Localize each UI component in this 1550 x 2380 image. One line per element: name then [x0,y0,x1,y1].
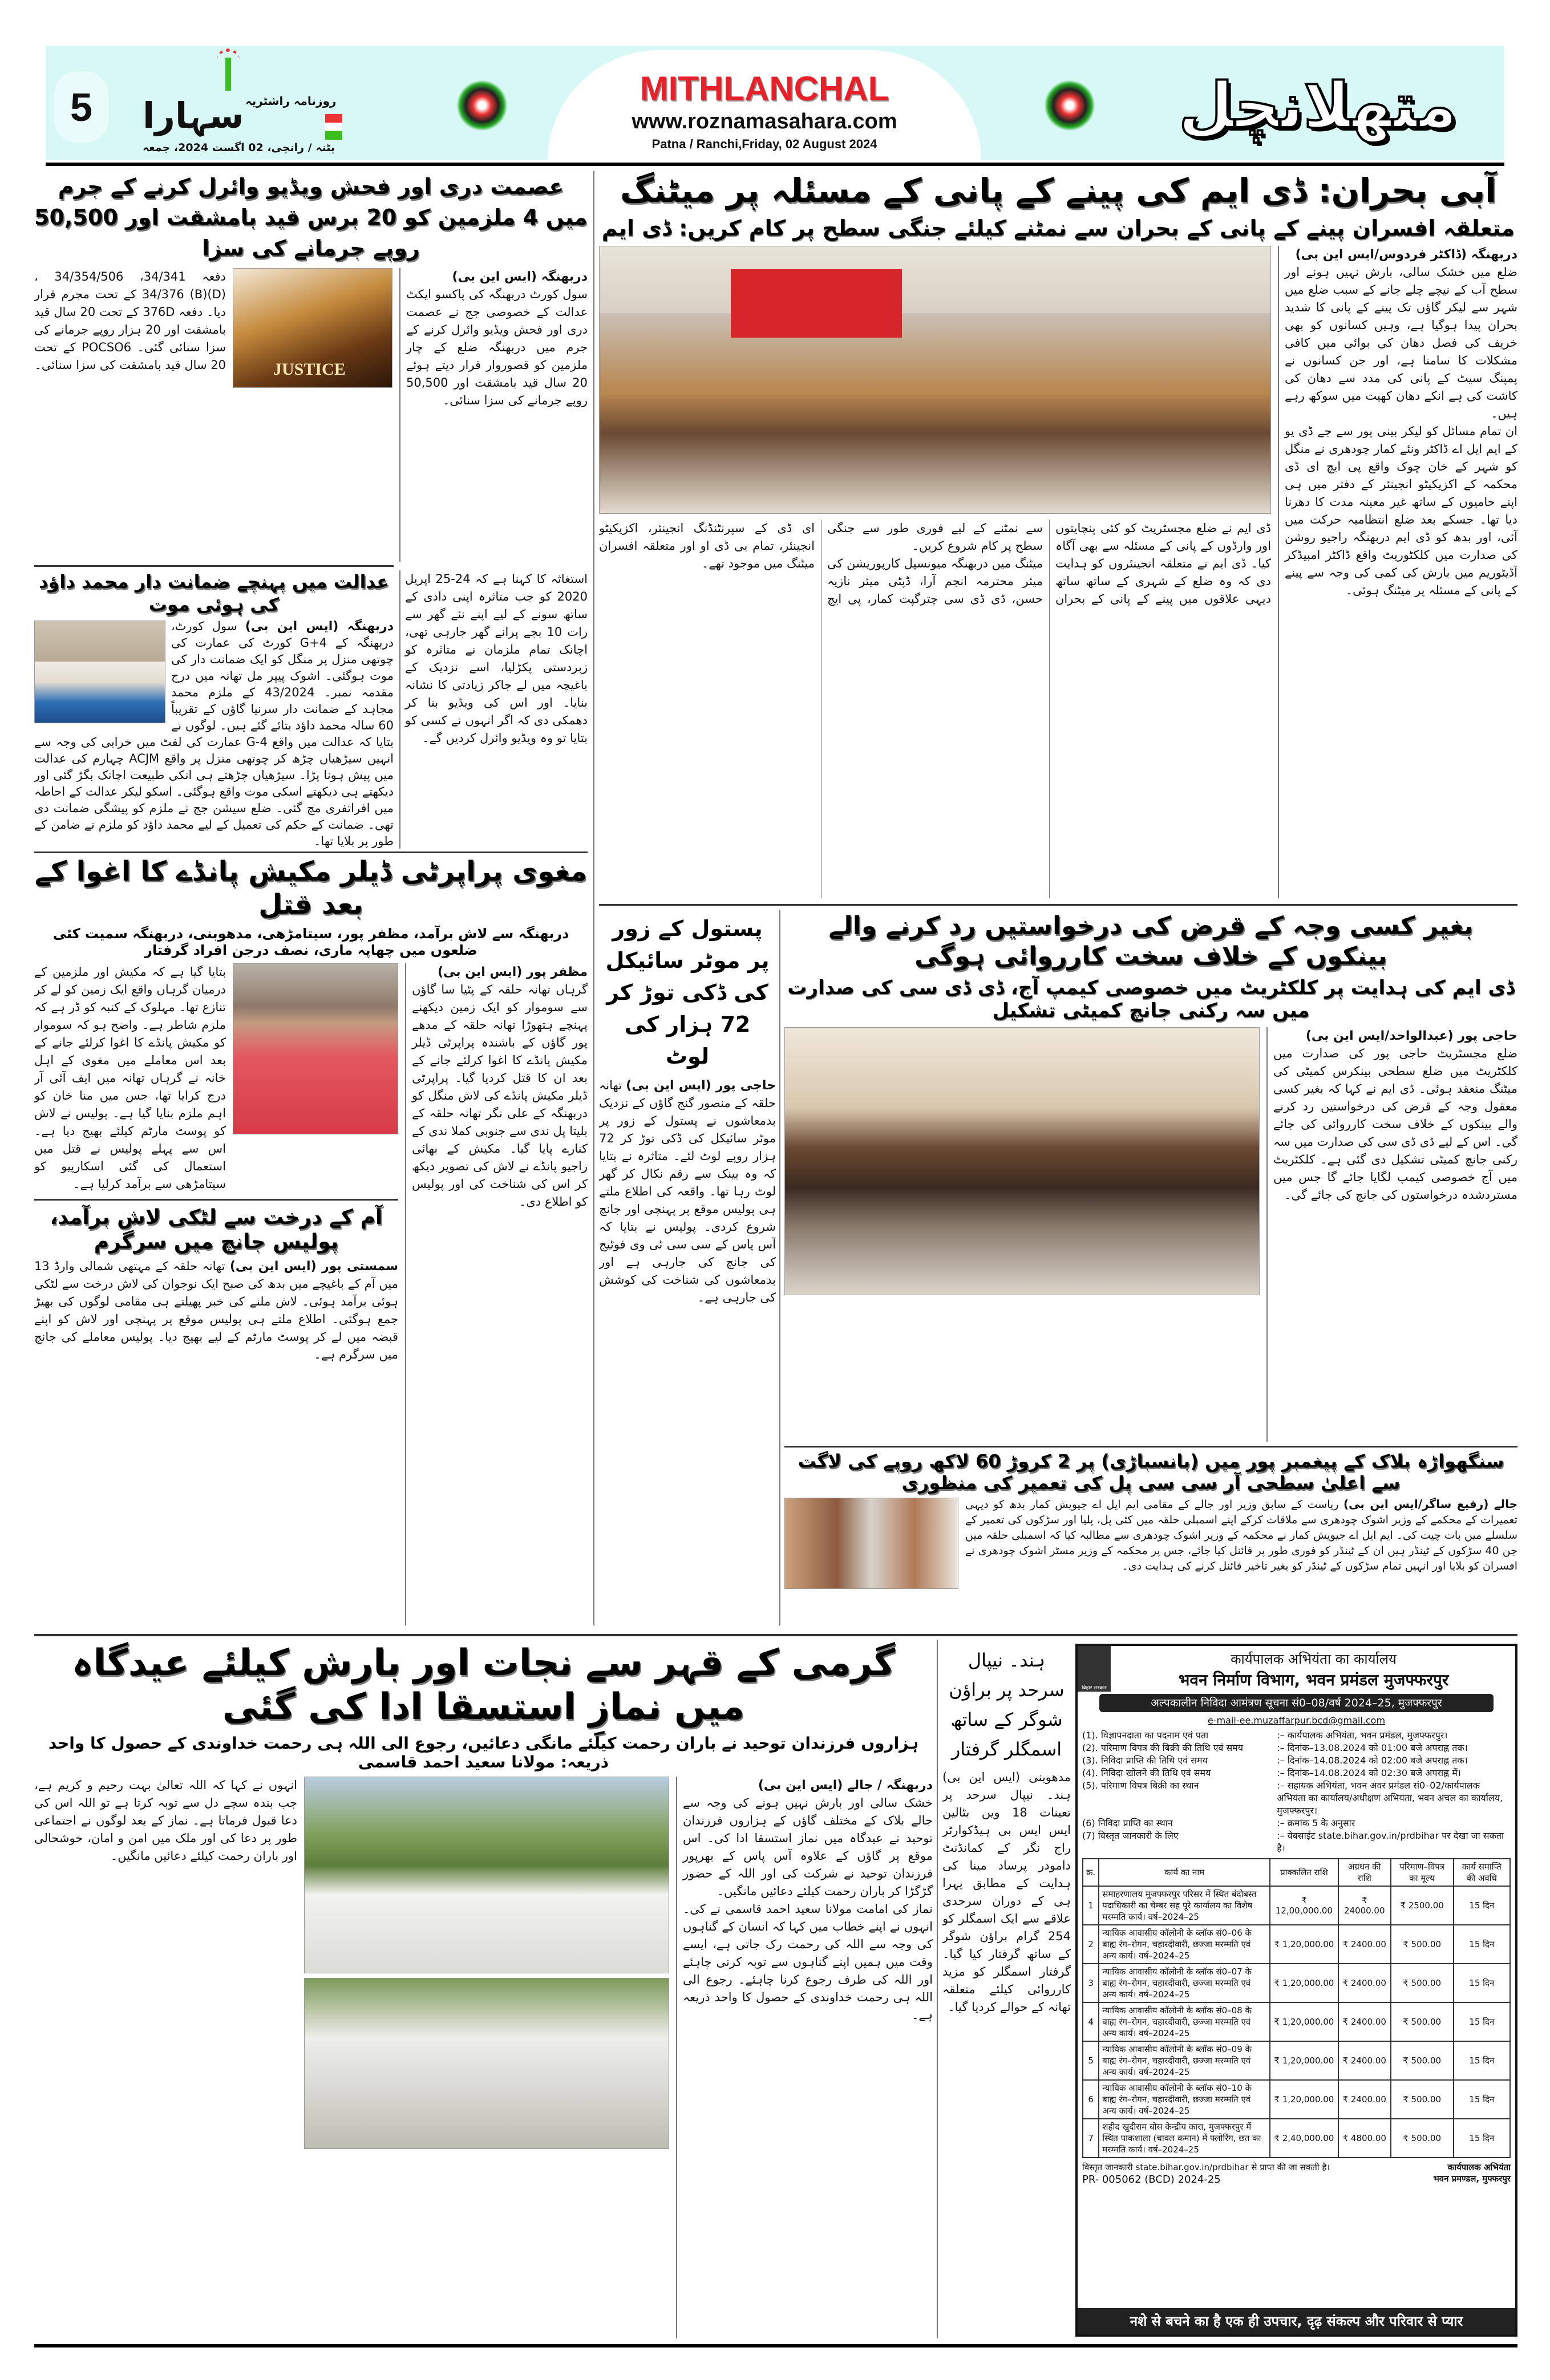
signature-title: कार्यपालक अभियंता [1447,2162,1511,2172]
table-header-row [1083,1859,1510,1886]
eid-paragraph: نماز کی امامت مولانا سعید احمد قاسمی نے کی۔ انہوں نے اپنے خطاب میں کہا کہ انسان کے گناہوں کی وجہ سے اللہ کی رحمت رک جاتی ہے، ایسے وقت میں ہمیں اپنے گناہوں سے توبہ کرنی چاہئے اور اللہ کی طرف رجوع کرنا چاہئے۔ رجوع الی اللہ ہی رحمت خداوندی کے حصول کا واحد ذریعہ ہے۔ [683,1901,933,2022]
cell-name: समाहरणालय मुजफ्फरपुर परिसर में स्थित बंदोबस्त पदाधिकारी का चेम्बर सह पूरे कार्यालय का विशेष मरम्मति कार्य। वर्ष–2024–25 [1099,1886,1270,1925]
detail-value: :– दिनांक–14.08.2024 को 02:00 बजे अपराह्न तक। [1277,1755,1468,1766]
nepal-body [942,1769,1071,2338]
department-title: भवन निर्माण विभाग, भवन प्रमंडल मुजफ्फरपुर [1178,1671,1449,1689]
cell-name: न्यायिक आवासीय कॉलोनी के ब्लॉक सं0–09 के बाह्य रंग–रोगन, चहारदीवारी, छज्जा मरम्मति एवं अन्य कार्य। वर्ष–2024–25 [1099,2041,1270,2080]
eid-subheadline: ہزاروں فرزندان توحید نے باران رحمت کیلئے مانگی دعائیں، رجوع الی اللہ ہی رحمت خداوندی کے حصول کا واحد ذریعہ: مولانا سعید احمد قاسمی [48,1733,919,1772]
cell-name: न्यायिक आवासीय कॉलोनी के ब्लॉक सं0–10 के बाह्य रंग–रोगन, चहारदीवारी, छज्जा मरम्मति एवं अन्य कार्य। वर्ष–2024–25 [1099,2080,1270,2119]
detail-row [1082,1767,1511,1779]
bottom-rule [34,2344,1517,2347]
bank-body-right [1266,1027,1517,1442]
bihar-govt-logo-icon [1078,1646,1111,1692]
cell-no: 6 [1083,2080,1099,2119]
sunburst-icon-left [456,80,508,131]
cell-estimate: ₹ 1,20,000.00 [1270,2080,1338,2119]
detail-label: (1). विज्ञापनदाता का पदनाम एवं पता [1082,1730,1209,1741]
table-row [1083,1964,1510,2002]
cell-estimate: ₹ 1,20,000.00 [1270,1925,1338,1964]
logo-caption: बिहार सरकार [1082,1685,1107,1691]
eid-story [34,1641,933,2338]
eid-paragraph: خشک سالی اور بارش نہیں ہونے کی وجہ سے جالے بلاک کے مختلف گاؤں کے ہزاروں فرزندان توحید نے عیدگاہ میں نماز استسقا ادا کی۔ اس موقع پر گاؤں کے علاوہ آس پاس کے بھرپور فرزندان توحید نے شرکت کی اور اللہ کے حضور گڑگڑا کر باران رحمت کیلئے دعائیں مانگیں۔ [683,1795,933,1898]
cell-period: 15 दिन [1454,2041,1510,2080]
detail-label: (3). निविदा प्राप्ति की तिथि एवं समय [1082,1755,1208,1766]
detail-value: :– सहायक अभियंता, भवन अवर प्रमंडल सं0–02/कार्यपालक अभियंता का कार्यालय/अधीक्षण अभियंता, भवन अंचल का कार्यालय, मुजफ्फरपुर। [1277,1780,1503,1816]
cell-name: न्यायिक आवासीय कॉलोनी के ब्लॉक सं0–08 के बाह्य रंग–रोगन, चहारदीवारी, छज्जा मरम्मति एवं अन्य कार्य। वर्ष–2024–25 [1099,2002,1270,2041]
rape-body-mid [399,268,588,562]
justice-label: JUSTICE [273,360,346,379]
rape-body-row [34,268,588,562]
red-banner [731,269,902,338]
bank-story [784,911,1517,1442]
water-paragraph: ان تمام مسائل کو لیکر بینی پور سے جے ڈی یو کے ایم ایل اے ڈاکٹر ونئے کمار چودھری نے منگل کو شہر کے خان چوک واقع پی ایچ ای ڈی محکمہ کے اکزیکیٹو انجینئر کے دفتر میں ہی اپنے حامیوں کے ساتھ غیر معینہ مدت کا دھرنا دیا تھا۔ جسکے بعد ضلع انتظامیہ حرکت میں آئی، اور بدھ کو ڈی ایم دربھنگہ راجیو روشن کی صدارت میں کلکٹوریٹ واقع ڈاکٹر امبیڈکر آڈیٹوریم میں بارش کی کمی کی وجہ سے پینے کے پانی کے مسئلہ پر میٹنگ ہوئی۔ [1285,424,1517,598]
table-row [1083,2002,1510,2041]
mango-body [34,1258,398,1364]
water-paragraph: میٹنگ میں دربھنگہ میونسپل کارپوریشن کی میئر محترمہ انجم آرا، ڈپٹی میئر نازیہ حسن، ڈی ڈی سی چترگپت کمار، پی ایچ ای ڈی کے سپرنٹنڈنگ انجینئر، اکزیکیٹو انجینئر، تمام بی ڈی او اور متعلقہ افسران میٹنگ میں موجود تھے۔ [599,521,1043,606]
rape-paragraph: سول کورٹ دربھنگہ کی پاکسو ایکٹ عدالت کے خصوصی جج نے عصمت دری اور فحش ویڈیو وائرل کرنے کے جرم میں دربھنگہ ضلع کے چار ملزمین کو قصوروار قرار دیتے ہوئے 20 سال قید بامشقت اور 50,500 روپے جرمانے کی سزا سنائی۔ [406,287,588,407]
eid-byline: دربھنگہ / جالے (ایس این بی) [758,1778,933,1793]
water-body-row [599,246,1517,898]
dawood-paragraph: سول کورٹ، دربھنگہ کے G+4 کورٹ کی عمارت کی چوتھی منزل پر منگل کو ایک ضمانت دار کی موت ہوگئی۔ اشوک پیپر مل تھانہ میں درج مقدمہ نمبر۔ 43/2024 کے ملزم محمد مجاہد کے ضمانت دار سرنیا گاؤں کے تقریباً 60 سالہ محمد داؤد بتائے گئے ہیں۔ لوگوں نے بتایا کہ عدالت میں واقع G-4 عمارت کی لفٹ میں خرابی کی وجہ سے انہیں سیڑھیاں چڑھ کر چوتھی منزل پر واقع ACJM چہارم کی عدالت میں پیش ہونا پڑا۔ سیڑھیاں چڑھتے ہی انکی طبیعت اچانک بگڑ گئی اور دیکھتے ہی دیکھتے اسکی موت واقع ہوگئی۔ اسکو لیکر عدالت کے احاطہ میں افراتفری مچ گئی۔ ضلع سیشن جج نے ملزم کو پیشگی ضمانت دی تھی۔ ضمانت کے حکم کی تعمیل کے لیے محمد داؤد کو ملزم نے ضامن کے طور پر بلایا تھا۔ [34,619,394,848]
eid-prayer-photo-top [304,1777,669,1973]
eid-photo-column [304,1777,669,2338]
mukesh-headline: مغوی پراپرٹی ڈیلر مکیش پانڈے کا اغوا کے بعد قتل [34,855,588,921]
cell-earnest: ₹ 2400.00 [1338,2002,1391,2041]
detail-row [1082,1729,1511,1742]
cell-earnest: ₹ 2400.00 [1338,2041,1391,2080]
bridge-headline: سنگھواڑہ بلاک کے پیغمبر پور میں (بانسباڑی) پر 2 کروڑ 60 لاکھ روپے کی لاگت سے اعلیٰ سطحی آر سی سی پل کی تعمیر کی منظوری [798,1450,1504,1494]
rape-byline: دربھنگہ (ایس این بی) [452,270,588,284]
detail-row [1082,1817,1511,1830]
mukesh-byline: مظفر پور (ایس این بی) [437,964,588,979]
cell-earnest: ₹ 2400.00 [1338,2080,1391,2119]
mukesh-story [34,855,588,1625]
rape-headline: عصمت دری اور فحش ویڈیو وائرل کرنے کے جرم میں 4 ملزمین کو 20 برس قید بامشقت اور 50,500 روپے جرمانے کی سزا [34,174,588,261]
rape-paragraph: استغاثہ کا کہنا ہے کہ 24-25 اپریل 2020 کو جب متاثرہ اپنی دادی کے ساتھ سونے کے لیے اپنے نئے گھر سے رات 10 بجے پرانے گھر جارہی تھی، اچانک تمام ملزمان نے متاثرہ کو زبردستی پکڑلیا، اسے نزدیک کے باغیچہ میں لے جاکر زیادتی کا نشانہ بنایا۔ اور اس کی ویڈیو بنا کر دھمکی دی کہ اگر انہوں نے کسی کو بتایا تو وہ ویڈیو وائرل کردیں گے۔ [405,572,588,745]
section-rule [34,1634,1517,1636]
justice-gavel-photo [233,268,392,388]
cell-bill-cost: ₹ 500.00 [1391,2119,1454,2158]
cell-name: न्यायिक आवासीय कॉलोनी के ब्लॉक सं0–06 के बाह्य रंग–रोगन, चहारदीवारी, छज्जा मरम्मति एवं अन्य कार्य। वर्ष–2024–25 [1099,1925,1270,1964]
dawood-body [34,618,394,849]
water-body-right [1278,246,1517,898]
eid-body-right [676,1777,933,2338]
mukesh-body-left [34,963,226,1193]
cell-period: 15 दिन [1454,2119,1510,2158]
cell-earnest: ₹ 2400.00 [1338,1925,1391,1964]
mango-paragraph: تھانہ حلقہ کے مہتھی شمالی وارڈ 13 میں آم کے باغیچے میں بدھ کی صبح ایک نوجوان کی لاش درخت سے لٹکی ہوئی برآمد ہوئی۔ لاش ملنے کی خبر پھیلتے ہی مقامی لوگوں کی بھیڑ جمع ہوگئی۔ اطلاع ملتے ہی پولیس موقع پر پہنچی اور لاش کو اپنے قبضہ میں لے کر پوسٹ مارٹم کے لیے بھیج دیا۔ پولیس معاملے کی جانچ میں سرگرم ہے۔ [34,1259,398,1362]
bridge-story [784,1450,1517,1627]
page-number: 5 [54,71,108,143]
cell-period: 15 दिन [1454,1886,1510,1925]
table-row [1083,2080,1510,2119]
water-body-columns [599,520,1271,898]
pistol-story [599,913,776,1625]
detail-value: :– दिनांक–13.08.2024 को 01:00 बजे अपराह्न तक। [1277,1742,1468,1753]
cell-earnest: ₹ 2400.00 [1338,1964,1391,2002]
cell-no: 5 [1083,2041,1099,2080]
tender-footer [1082,2162,1511,2187]
column-header: परिमाण–विपत्र का मूल्य [1391,1859,1454,1886]
logo-emblem-icon [217,48,240,93]
pr-number: PR- 005062 (BCD) 2024-25 [1082,2174,1221,2186]
tender-table [1082,1858,1511,2158]
cell-estimate: ₹ 1,20,000.00 [1270,1964,1338,2002]
office-name: कार्यपालक अभियंता का कार्यालय [1231,1651,1397,1667]
column-header: कार्य का नाम [1099,1859,1270,1886]
sunburst-icon-right [1044,80,1095,131]
mukesh-paragraph: بتایا گیا ہے کہ مکیش اور ملزمین کے درمیان گرہاں واقع ایک زمین کو لے کر تنازع تھا۔ مہلوک کے کنبہ کو ڈر ہے کہ ملزم شاطر ہے۔ واضح ہو کہ سوموار کو مکیش پانڈے کا اغوا کرلئے جانے کے بعد اس معاملے میں مغوی کے اہل خانہ نے گرہاں تھانہ میں ایف آئی آر درج کرایا تھا، جس میں منا خان کو اہم ملزم بنایا گیا ہے۔ پولیس نے لاش کو پوسٹ مارٹم کیلئے بھیج دیا ہے۔ اس سے پہلے پولیس نے قتل میں استعمال کی گئی اسکارپیو کو سیتامڑھی سے برآمد کرلیا ہے۔ [34,964,226,1191]
dm-meeting-photo [599,246,1271,514]
rape-story [34,171,588,562]
cell-period: 15 दिन [1454,2080,1510,2119]
detail-row [1082,1830,1511,1855]
pistol-headline: پستول کے زور پر موٹر سائیکل کی ڈکی توڑ کر 72 ہزار کی لوٹ [605,916,770,1069]
bank-byline: حاجی پور (عبدالواحد/ایس این بی) [1305,1029,1517,1044]
tender-advertisement [1075,1644,1517,2337]
english-title: MITHLANCHAL [640,70,889,108]
urdu-section-title: متھلانچل [1179,69,1457,142]
water-subheadline: متعلقہ افسران پینے کے پانی کے بحران سے نمٹنے کیلئے جنگی سطح پر کام کریں: ڈی ایم [601,215,1515,241]
slogan-banner: नशे से बचने का है एक ही उपचार, दृढ़ संकल्प और परिवार से प्यार [1078,2308,1515,2334]
mukesh-paragraph: گرہاں تھانہ حلقہ کے پٹیا سا گاؤں سے سوموار کو ایک زمین دیکھنے پہنچے ہتھوڑا تھانہ حلقہ کے مدھے پور گاؤں کے باشندہ پراپرٹی ڈیلر مکیش پانڈے کا اغوا کرلئے جانے کے بعد ان کا قتل کردیا گیا۔ پراپرٹی ڈیلر مکیش پانڈے کی لاش منگل کو دربھنگہ کے علی نگر تھانہ حلقہ کے بلیتا پل ندی سے جنوبی کملا ندی کے کنارے پایا گیا۔ مکیش کے بھائی راجیو پانڈے نے لاش کی تصویر دیکھ کر اس کی شناخت کی اور پولیس کو اطلاع دی۔ [412,982,588,1209]
footer-info: विस्तृत जानकारी state.bihar.gov.in/prdbihar से प्राप्त की जा सकती है। [1082,2162,1330,2172]
bank-body-row [784,1027,1517,1442]
mukesh-body-row [34,963,588,1625]
table-row [1083,2119,1510,2158]
detail-value: :– कार्यपालक अभियंता, भवन प्रमंडल, मुजफ्फरपुर। [1277,1730,1448,1741]
cell-name: न्यायिक आवासीय कॉलोनी के ब्लॉक सं0–07 के बाह्य रंग–रोगन, चहारदीवारी, छज्जा मरम्मति एवं अन्य कार्य। वर्ष–2024–25 [1099,1964,1270,2002]
table-row [1083,2041,1510,2080]
logo-stripes [325,114,342,140]
logo-text: سہارا [143,95,244,136]
column-header: क्र. [1083,1859,1099,1886]
nepal-headline: ہند۔ نیپال سرحد پر براؤن شوگر کے ساتھ اسمگلر گرفتار [949,1649,1065,1760]
dateline: Patna / Ranchi,Friday, 02 August 2024 [651,137,877,151]
rape-body-left [34,268,226,562]
bank-meeting-photo [784,1027,1260,1295]
cell-bill-cost: ₹ 500.00 [1391,2041,1454,2080]
dawood-byline: دربھنگہ (ایس این بی) [245,619,394,634]
cell-name: शहीद खुदीराम बोस केन्द्रीय कारा, मुजफ्फरपुर में स्थित पाकशाला (चावल कमान) में फ्लोरिंग, छत का मरम्मति कार्य। वर्ष–2024–25 [1099,2119,1270,2158]
eid-body-row [34,1777,933,2338]
eid-paragraph: انہوں نے کہا کہ اللہ تعالیٰ بہت رحیم و کریم ہے، جب بندہ سچے دل سے توبہ کرتا ہے تو اللہ اس کی دعا قبول فرماتا ہے۔ نماز کے بعد لوگوں نے اجتماعی طور پر دعا کی اور ملک میں امن و امان، خوشحالی اور باران رحمت کیلئے دعائیں مانگیں۔ [34,1778,297,1863]
cell-bill-cost: ₹ 500.00 [1391,2080,1454,2119]
table-row [1083,1925,1510,1964]
eid-prayer-photo-bottom [304,1978,669,2149]
sahara-logo [131,48,359,157]
cell-period: 15 दिन [1454,2002,1510,2041]
cell-bill-cost: ₹ 500.00 [1391,1964,1454,2002]
bank-headline: بغیر کسی وجہ کے قرض کی درخواستیں رد کرنے والے بینکوں کے خلاف سخت کارروائی ہوگی [828,911,1474,971]
mukesh-body-right [405,963,588,1625]
rule [34,565,394,567]
cell-no: 7 [1083,2119,1099,2158]
bridge-mla-photo [784,1498,958,1589]
masthead-rule [46,163,1504,166]
detail-label: (2). परिमाण विपत्र की बिक्री की तिथि एवं समय [1082,1742,1244,1753]
cell-no: 1 [1083,1886,1099,1925]
pistol-paragraph: تھانہ حلقہ کے منصور گنج گاؤں کے نزدیک بدمعاشوں نے پستول کے زور پر موٹر سائیکل کی ڈکی توڑ کر 72 ہزار روپے لوٹ لئے۔ متاثرہ نے بتایا کہ وہ بینک سے رقم نکال کر گھر لوٹ رہا تھا۔ واقعہ کی اطلاع ملتے ہی پولیس موقع پر پہنچی اور جانچ شروع کردی۔ پولیس نے بتایا کہ آس پاس کے سی سی ٹی وی فوٹیج کی جانچ کی جارہی ہے اور بدمعاشوں کی شناخت کی کوشش کی جارہی ہے۔ [599,1078,776,1304]
tender-header [1116,1651,1511,1690]
bank-subheadline: ڈی ایم کی ہدایت پر کلکٹریٹ میں خصوصی کیمپ آج، ڈی ڈی سی کی صدارت میں سہ رکنی جانچ کمیٹی تشکیل [787,976,1515,1023]
rape-photo-column [233,268,392,562]
column-header: कार्य समाप्ति की अवधि [1454,1859,1510,1886]
website: www.roznamasahara.com [632,110,897,133]
bank-paragraph: ضلع مجسٹریٹ حاجی پور کی صدارت میں کلکٹریٹ میں ضلع سطحی بینکرس کمیٹی کی میٹنگ منعقد ہوئی۔ ڈی ایم نے کہا کہ بغیر کسی معقول وجہ کے قرض کی درخواستیں رد کرنے والے بینکوں کے خلاف سخت کارروائی کی جائے گی۔ اس کے لیے ڈی ڈی سی کی صدارت میں سہ رکنی جانچ کمیٹی تشکیل دی گئی ہے۔ کلکٹریٹ میں آج خصوصی کیمپ لگایا جائے گا جس میں مستردشدہ درخواستوں کی جانچ کی جائے گی۔ [1273,1047,1517,1202]
pistol-byline: حاجی پور (ایس این بی) [626,1078,776,1093]
signature-office: भवन प्रमण्डल, मुफ्फरपुर [1433,2174,1511,2184]
column-header: अग्रधन की राशि [1338,1859,1391,1886]
email[interactable]: e-mail-ee.muzaffarpur.bcd@gmail.com [1207,1715,1386,1726]
mukesh-left-area [34,963,398,1625]
detail-row [1082,1742,1511,1754]
cell-no: 3 [1083,1964,1099,2002]
cell-no: 4 [1083,2002,1099,2041]
rule [34,852,588,853]
detail-label: (6) निविदा प्राप्ति का स्थान [1082,1818,1173,1828]
rape-paragraph: دفعہ 34/341، 34/354/506 ، (D)34/376 (B) کے تحت مجرم قرار دیا۔ دفعہ 376D کے تحت 20 سال قید بامشقت اور 20 ہزار روپے جرمانے کی سزا سنائی گئی۔ POCSO6 کے تحت 20 سال قید بامشقت کی سزا سنائی۔ [34,270,226,372]
water-byline: دربھنگہ (ڈاکٹر فردوس/ایس این بی) [1295,248,1517,262]
edition-line: پٹنہ / رانچی، 02 اگست 2024، جمعہ [143,141,335,154]
mango-byline: سمستی پور (ایس این بی) [229,1259,398,1274]
tender-details [1082,1729,1511,1855]
bridge-body [784,1497,1517,1627]
detail-value: :– दिनांक–14.08.2024 को 02:30 बजे अपराह्न में। [1277,1767,1461,1778]
cell-earnest: ₹ 24000.00 [1338,1886,1391,1925]
cell-bill-cost: ₹ 500.00 [1391,2002,1454,2041]
column-header: प्राक्कलित राशि [1270,1859,1338,1886]
bridge-paragraph: ریاست کے سابق وزیر اور جالے کے مقامی ایم ایل اے جیویش کمار بدھ کو دیہی تعمیرات کے محکمے کے وزیر اشوک چودھری سے ملاقات کرکے اپنے اسمبلی حلقہ میں کئی پل، پلیا اور سڑکوں کی تعمیر کے سلسلے میں بات چیت کی۔ ایم ایل اے جیویش کمار نے محکمہ کے وزیر اشوک چودھری سے مطالبہ کیا کہ اسمبلی حلقہ میں جن 40 سڑکوں کے ٹینڈر ہیں ان کے ٹینڈر کو فوری طور پر فائنل کیا جائے، جس پر محکمہ کے وزیر مسٹر اشوک چودھری نے افسران کو بلایا اور انہیں تمام سڑکوں کے ٹینڈر کو بغیر تاخیر فائنل کرنے کی ہدایت دی۔ [965,1498,1517,1572]
detail-label: (7) विस्तृत जानकारी के लिए [1082,1830,1179,1841]
cell-period: 15 दिन [1454,1964,1510,2002]
eid-body-left [34,1777,297,2338]
cell-estimate: ₹ 1,20,000.00 [1270,2041,1338,2080]
dawood-story [34,570,394,849]
mukesh-photo-row [34,963,398,1193]
water-paragraph: ضلع میں خشک سالی، بارش نہیں ہونے اور سطح آب کے نیچے چلے جانے کے سبب ضلع میں شہر سے لیکر گاؤں تک پینے کے پانی کا شدید بحران پیدا ہوگیا ہے، وہیں کسانوں کو بھی خریف کی فصل دھان کی بوائی میں کافی مشکلات کا سامنا ہے، اور جن کسانوں نے پمپنگ سیٹ کے پانی کی مدد سے دھان کی کاشت کی ہے انکے دھان کھیت میں سوکھ رہے ہیں۔ [1285,265,1517,421]
cell-earnest: ₹ 4800.00 [1338,2119,1391,2158]
bridge-byline: جالے (رفیع ساگر/ایس این بی) [1343,1497,1517,1511]
column-divider [593,171,594,1625]
nepal-byline: مدھوبنی (ایس این بی) [942,1770,1071,1784]
column-divider [779,910,780,1625]
water-paragraph: ڈی ایم نے ضلع مجسٹریٹ کو کئی پنچایتوں اور وارڈوں کے پانی کے مسئلہ سے بھی آگاہ کیا۔ ڈی ایم نے متعلقہ انجینئروں کو ہدایت دی کہ وہ ضلع کے شہری کے ساتھ ساتھ دیہی علاقوں میں پینے کے پانی کے بحران سے نمٹنے کے لیے فوری طور سے جنگی سطح پر کام شروع کریں۔ [827,521,1271,606]
column-divider [937,1640,938,2338]
cell-estimate: ₹ 2,40,000.00 [1270,2119,1338,2158]
table-row [1083,1886,1510,1925]
cell-no: 2 [1083,1925,1099,1964]
logo-subtitle: روزنامہ راشٹریہ [245,94,337,108]
cell-estimate: ₹ 1,20,000.00 [1270,2002,1338,2041]
detail-label: (5). परिमाण विपत्र बिक्री का स्थान [1082,1780,1199,1791]
detail-row [1082,1779,1511,1817]
cell-bill-cost: ₹ 500.00 [1391,1925,1454,1964]
mukesh-photo [233,963,398,1134]
rape-body-continued [399,570,588,849]
dawood-photo [34,621,165,723]
cell-period: 15 दिन [1454,1925,1510,1964]
nepal-paragraph: ہند۔ نیپال سرحد پر تعینات 18 ویں بٹالین ایس ایس بی ہیڈکوارٹر راج نگر کے کمانڈنٹ دامودر پرساد مینا کی ہدایت کے مطابق پہرا ہی کے دوران سرحدی علاقے سے ایک اسمگلر کو 254 گرام براؤن شوگر کے ساتھ گرفتار کیا گیا۔ گرفتار اسمگلر کو مزید کارروائی کیلئے متعلقہ تھانہ کے حوالے کردیا گیا۔ [942,1788,1071,2014]
mukesh-subheadline: دربھنگہ سے لاش برآمد، مظفر پور، سیتامڑھی، مدھوبنی، دربھنگہ سمیت کئی ضلعوں میں چھاپہ ماری، نصف درجن افراد گرفتار [52,926,569,958]
detail-label: (4). निविदा खोलने की तिथि एवं समय [1082,1767,1211,1778]
water-headline: آبی بحران: ڈی ایم کی پینے کے پانی کے مسئلہ پر میٹنگ [620,171,1497,210]
water-story [599,171,1517,898]
notice-number: अल्पकालीन निविदा आमंत्रण सूचना सं0–08/वर्ष 2024–25, मुजफ्फरपुर [1099,1694,1494,1712]
dawood-headline: عدالت میں پہنچے ضمانت دار محمد داؤد کی ہوئی موت [39,571,389,615]
pistol-body [599,1077,776,1625]
rule [784,1446,1517,1448]
detail-value: :– क्रमांक 5 के अनुसार [1277,1818,1355,1828]
detail-row [1082,1754,1511,1767]
nepal-story [942,1645,1071,2338]
water-left-area [599,246,1271,898]
detail-value: :– वेबसाईट state.bihar.gov.in/prdbihar पर देखा जा सकता है। [1277,1830,1504,1854]
cell-estimate: ₹ 12,00,000.00 [1270,1886,1338,1925]
mango-story [34,1199,398,1625]
eid-headline: گرمی کے قہر سے نجات اور بارش کیلئے عیدگاہ میں نمازِ استسقا ادا کی گئی [72,1642,895,1728]
cell-bill-cost: ₹ 2500.00 [1391,1886,1454,1925]
mango-headline: آم کے درخت سے لٹکی لاش برآمد، پولیس جانچ میں سرگرم [50,1205,383,1254]
rule [599,904,1517,906]
